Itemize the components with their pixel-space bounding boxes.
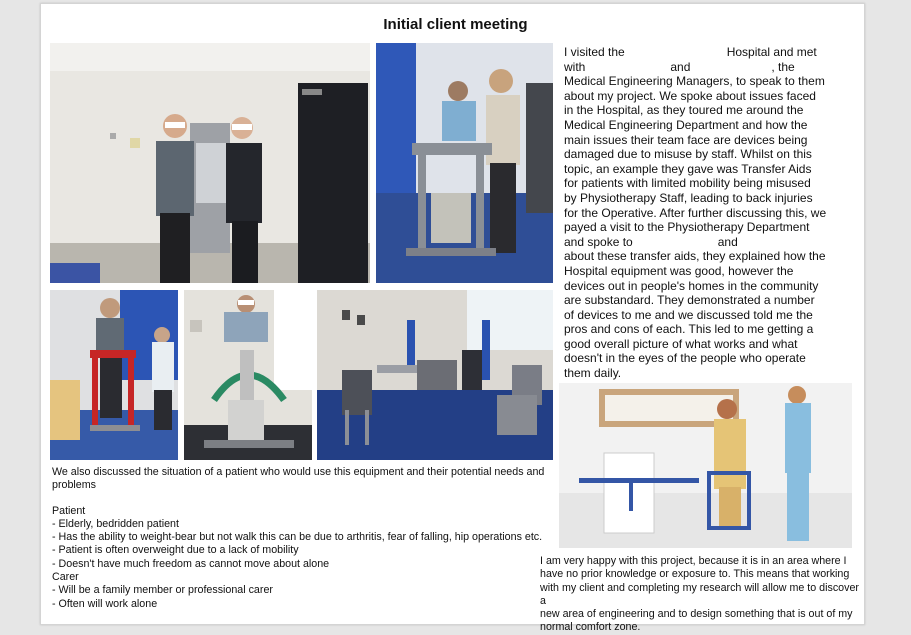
visit-text-line: and spoke to: [564, 234, 633, 249]
patient-need-item: - Elderly, bedridden patient: [52, 517, 179, 530]
visit-text-line: and: [717, 234, 738, 249]
visit-text-line: Medical Engineering Department and how the: [564, 117, 808, 132]
visit-text-line: topic, an example they gave was Transfer Aids: [564, 161, 812, 176]
visit-text-line: devices out in people's homes in the community: [564, 278, 819, 293]
patient-need-item: - Patient is often overweight due to a lack of mobility: [52, 544, 299, 557]
equipment-room-photo: [317, 290, 553, 460]
visit-text-line: for the Operative. After further discussing this, we: [564, 205, 827, 220]
visit-text-line: by Physiotherapy Staff, leading to back injuries: [564, 190, 813, 205]
visit-text-line: about my project. We spoke about issues faced: [564, 88, 816, 103]
visit-narrative: [564, 45, 854, 381]
visit-text-line: I visited the: [564, 45, 625, 59]
visit-text-line: Medical Engineering Managers, to speak to them: [564, 74, 825, 89]
visit-text-line: and: [670, 59, 691, 74]
meeting-photo: [50, 43, 370, 283]
visit-text-line: in the Hospital, as they toured me around the: [564, 103, 804, 118]
visit-text-line: main issues their team face are devices being: [564, 132, 808, 147]
visit-text-line: for patients with limited mobility being misused: [564, 176, 811, 191]
visit-text-line: with: [564, 59, 586, 74]
visit-text-line: doesn't in the eyes of the people who operate: [564, 351, 806, 366]
hoist-photo: [184, 290, 312, 460]
conclusion-line: new area of engineering and to design something that is out of my: [540, 608, 853, 621]
bathroom-transfer-photo: [559, 383, 852, 548]
visit-text-line: are substandard. They demonstrated a number: [564, 293, 815, 308]
walker-demo-photo: [376, 43, 553, 283]
visit-text-line: payed a visit to the Physiotherapy Department: [564, 220, 810, 235]
visit-text-line: of devices to me and we discussed told me the: [564, 307, 813, 322]
red-frame-photo: [50, 290, 178, 460]
needs-intro-line: We also discussed the situation of a patient who would use this equipment and their potential needs and: [52, 466, 545, 478]
conclusion-line: normal comfort zone.: [540, 621, 641, 634]
patient-need-item: - Doesn't have much freedom as cannot move about alone: [52, 557, 330, 570]
carer-heading: Carer: [52, 571, 79, 584]
needs-intro-line: problems: [52, 479, 96, 492]
carer-need-item: - Will be a family member or professional carer: [52, 584, 273, 597]
conclusion-section: [540, 555, 865, 635]
needs-section: [52, 466, 552, 611]
conclusion-line: have no prior knowledge or exposure to. This means that working: [540, 568, 850, 581]
page-title: Initial client meeting: [383, 16, 528, 33]
visit-text-line: Hospital and met: [726, 45, 817, 59]
visit-text-line: them daily.: [564, 366, 622, 381]
conclusion-line: I am very happy with this project, because it is in an area where I: [540, 555, 847, 567]
visit-text-line: good overall picture of what works and what: [564, 336, 798, 351]
conclusion-line: with my client and completing my research will allow me to discover a: [540, 581, 859, 607]
visit-text-line: , the: [771, 59, 795, 74]
visit-text-line: pros and cons of each. This led to me getting a: [564, 322, 814, 337]
patient-need-item: - Has the ability to weight-bear but not walk this can be due to arthritis, fear of falling, hip operations etc.: [52, 531, 543, 544]
visit-text-line: damaged due to misuse by staff. Whilst on this: [564, 147, 812, 162]
visit-text-line: Hospital equipment was good, however the: [564, 263, 794, 278]
patient-heading: Patient: [52, 504, 86, 517]
visit-text-line: about these transfer aids, they explained how the: [564, 249, 826, 264]
carer-need-item: - Often will work alone: [52, 597, 158, 610]
